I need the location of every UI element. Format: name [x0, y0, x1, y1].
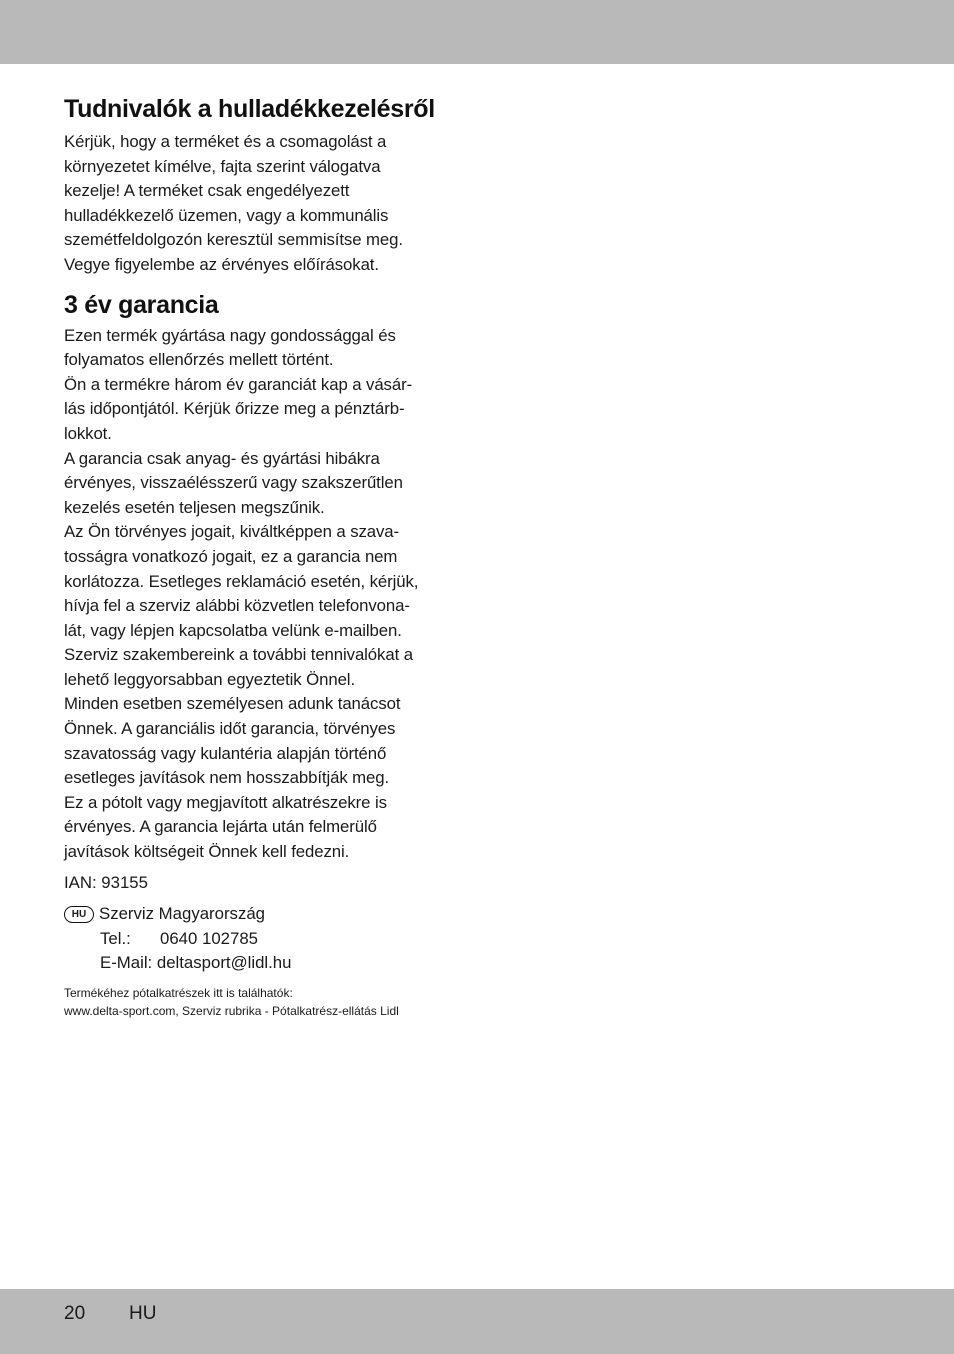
text-line: Ez a pótolt vagy megjavított alkatrészekre is — [64, 792, 387, 812]
text-line: folyamatos ellenőrzés mellett történt. — [64, 350, 334, 370]
text-line: Szerviz szakembereink a további tennivalókat a — [64, 645, 413, 665]
waste-disposal-text — [64, 130, 464, 278]
text-line: Az Ön törvényes jogait, kiváltképpen a szava- — [64, 522, 400, 542]
text-line: környezetet kímélve, fajta szerint válogatva — [64, 156, 381, 176]
text-line: kezelje! A terméket csak engedélyezett — [64, 181, 350, 201]
text-line: kezelés esetén teljesen megszűnik. — [64, 497, 325, 517]
text-line: tosságra vonatkozó jogait, ez a garancia nem — [64, 546, 398, 566]
warranty-heading: 3 év garancia — [64, 290, 219, 319]
text-line: érvényes. A garancia lejárta után felmerülő — [64, 817, 377, 837]
service-name-row — [64, 902, 464, 927]
text-line: Kérjük, hogy a terméket és a csomagolást a — [64, 132, 387, 151]
text-line: hívja fel a szerviz alábbi közvetlen telefonvona- — [64, 596, 410, 616]
warranty-text — [64, 324, 464, 865]
text-line: Minden esetben személyesen adunk tanácsot — [64, 694, 401, 714]
text-line: A garancia csak anyag- és gyártási hibákra — [64, 448, 380, 468]
service-contact — [64, 902, 464, 976]
text-line: korlátozza. Esetleges reklamáció esetén, kérjük, — [64, 571, 419, 591]
footnote-line: Termékéhez pótalkatrészek itt is találhatók: — [64, 986, 293, 1000]
phone-number[interactable]: 0640 102785 — [160, 928, 258, 948]
hu-country-icon: HU — [64, 906, 94, 923]
text-line: Ezen termék gyártása nagy gondossággal és — [64, 325, 396, 345]
text-line: érvényes, visszaélésszerű vagy szakszerűtlen — [64, 473, 403, 493]
ian-number: IAN: 93155 — [64, 872, 148, 892]
header-band — [0, 0, 954, 64]
text-line: lás időpontjától. Kérjük őrizze meg a pénztárb- — [64, 399, 405, 419]
text-line: lát, vagy lépjen kapcsolatba velünk e-mailben. — [64, 620, 402, 640]
phone-label: Tel.: — [100, 928, 131, 948]
text-line: Ön a termékre három év garanciát kap a vásár- — [64, 374, 413, 394]
text-line: hulladékkezelő üzemen, vagy a kommunális — [64, 205, 389, 225]
text-line: szavatosság vagy kulantéria alapján történő — [64, 743, 387, 763]
text-line: esetleges javítások nem hosszabbítják meg. — [64, 768, 390, 788]
page-content — [64, 92, 464, 1020]
text-line: Önnek. A garanciális időt garancia, törvényes — [64, 719, 396, 739]
footnote-line: www.delta-sport.com, Szerviz rubrika - Pótalkatrész-ellátás Lidl — [64, 1004, 399, 1018]
page-language: HU — [129, 1303, 157, 1324]
spare-parts-note — [64, 984, 464, 1020]
text-line: javítások költségeit Önnek kell fedezni. — [64, 842, 350, 862]
waste-disposal-heading: Tudnivalók a hulladékkezelésről — [64, 95, 435, 123]
text-line: Vegye figyelembe az érvényes előírásokat. — [64, 254, 379, 274]
service-phone-row — [64, 927, 464, 952]
text-line: lehető leggyorsabban egyeztetik Önnel. — [64, 669, 356, 689]
service-name: Szerviz Magyarország — [99, 904, 266, 924]
service-email[interactable]: E-Mail: deltasport@lidl.hu — [100, 953, 292, 973]
text-line: lokkot. — [64, 423, 112, 443]
text-line: szemétfeldolgozón keresztül semmisítse meg. — [64, 230, 403, 250]
page-number: 20 — [64, 1303, 86, 1324]
